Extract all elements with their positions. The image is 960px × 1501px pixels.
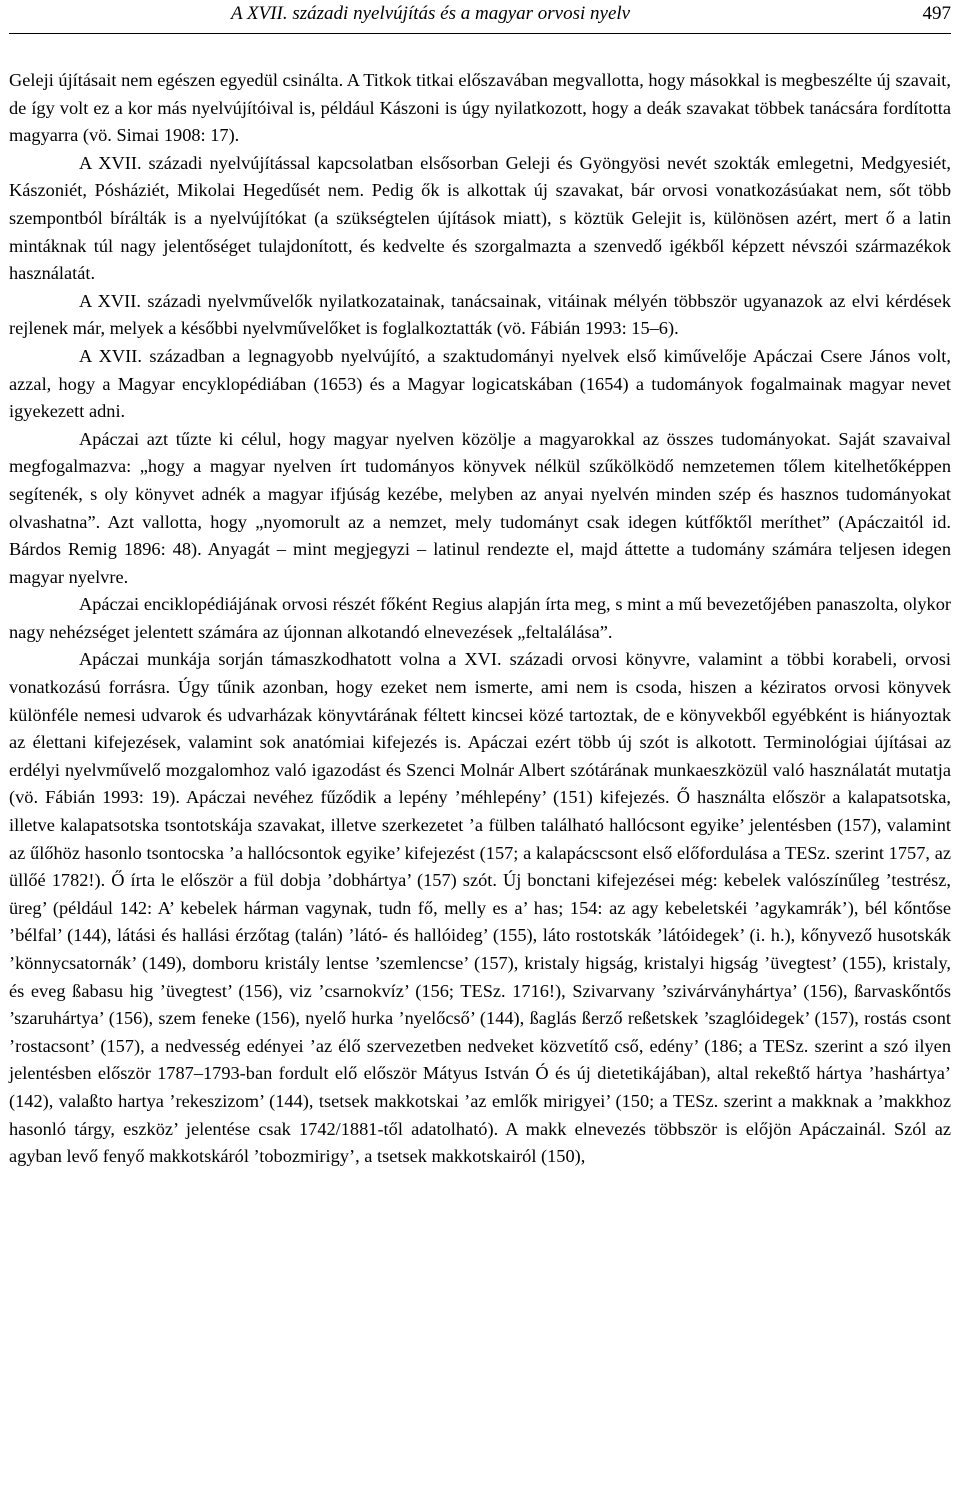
paragraph: A XVII. században a legnagyobb nyelvújító, a szaktudományi nyelvek első kiművelője Apáczai Csere János volt, azzal, hogy a Magyar encyklopédiában (1653) és a Magyar logicatskában (1654) a tudományok fogalmainak magyar nevet igyekezett adni. — [9, 345, 951, 422]
running-head — [9, 0, 951, 42]
page-number: 497 — [922, 3, 951, 24]
paragraph: Apáczai azt tűzte ki célul, hogy magyar nyelven közölje a magyarokkal az összes tudományokat. Saját szavaival megfogalmazva: „hogy a magyar nyelven írt tudományos könyvek nélkül szűkölködő nemzetemen tőlem kitelhetőképpen segítenék, s oly könyvet adnék a magyar ifjúság kezébe, melyben az anyai nyelvén minden szép és hasznos tudományokat olvashatna”. Azt vallotta, hogy „nyomorult az a nemzet, mely tudományt csak idegen kútfőktől meríthet” (Apáczaitól id. Bárdos Remig 1896: 48). Anyagát – mint megjegyzi – latinul rendezte el, majd áttette a tudomány számára teljesen idegen magyar nyelvre. — [9, 428, 951, 587]
paragraph: Geleji újításait nem egészen egyedül csinálta. A Titkok titkai előszavában megvallotta, hogy másokkal is megbeszélte új szavait, de így volt ez a kor más nyelvújítóival is, például Kászoni is úgy nyilatkozott, hogy a deák szavakat többek tanácsára fordította magyarra (vö. Simai 1908: 17). — [9, 70, 951, 146]
header-rule — [9, 33, 951, 34]
paragraph: Apáczai munkája sorján támaszkodhatott volna a XVI. századi orvosi könyvre, valamint a többi korabeli, orvosi vonatkozású forrásra. Úgy tűnik azonban, hogy ezeket nem ismerte, ami nem is csoda, hiszen a kéziratos orvosi könyvek különféle nemesi udvarok és udvarházak könyvtárának féltett kincsei közé tartoztak, de e könyvekből egyébként is hiányoztak az élettani kifejezések, valamint sok anatómiai kifejezés is. Apáczai ezért több új szót is alkotott. Terminológiai újításai az erdélyi nyelvművelő mozgalomhoz való igazodást és Szenci Molnár Albert szótárának munkaeszközül való használatát mutatja (vö. Fábián 1993: 19). Apáczai nevéhez fűződik a lepény ’méhlepény’ (151) kifejezés. Ő használta először a kalapatsotska, illetve kalapatsotska tsontotskája szavakat, illetve szerkezetet ’a fülben található hallócsont egyike’ jelentésben (157), valamint az űlőhöz hasonlo tsontocska ’a hallócsontok egyike’ kifejezést (157; a kalapácscsont első előfordulása a TESz. szerint 1757, az üllőé 1782!). Ő írta le először a fül dobja ’dobhártya’ (157) szót. Új bonctani kifejezései még: kebelek valószínűleg ’testrész, üreg’ (például 142: A’ kebelek hárman vagynak, tudn fő, melly es a’ has; 154: az agy kebeletskéi ’agykamrák’), bél kőntőse ’bélfal’ (144), látási és hallási érzőtag (talán) ’látó- és hallóideg’ (155), láto rostotskák ’látóidegek’ (i. h.), kőnyvező husotskák ’könnycsatornák’ (149), domboru kristály lentse ’szemlencse’ (157), kristaly higság, kristalyi higság ’üvegtest’ (155), kristaly, és eveg ßabasu hig ’üvegtest’ (156), viz ’csarnokvíz’ (156; TESz. 1716!), Szivarvany ’szivárványhártya’ (156), ßarvaskőntős ’szaruhártya’ (156), szem feneke (156), nyelő hurka ’nyelőcső’ (144), ßaglás ßerző reßetskek ’szaglóidegek’ (157), rostás csont ’rostacsont’ (157), a nedvesség edényei ’az élő szervezetben nedveket közvetítő cső, edény’ (186; a TESz. szerint a szó ilyen jelentésben először 1787–1793-ban fordult elő először Mátyus István Ó és új dietetikájában), altal rekeßtő hártya ’hashártya’ (142), valaßto hartya ’rekeszizom’ (144), tsetsek makkotskai ’az emlők mirigyei’ (150; a TESz. szerint a makknak a ’makkhoz hasonló tárgy, eszköz’ jelentése csak 1742/1881-től adatolható). A makk elnevezés többször is előjön Apáczainál. Szól az agyban levő fenyő makkotskáról ’tobozmirigy’, a tsetsek makkotskairól (150), — [9, 649, 951, 1167]
paragraph: Apáczai enciklopédiájának orvosi részét főként Regius alapján írta meg, s mint a mű bevezetőjében panaszolta, olykor nagy nehézséget jelentett számára az újonnan alkotandó elnevezések „feltalálása”. — [9, 594, 951, 642]
body-text — [9, 67, 951, 1171]
paragraph: A XVII. századi nyelvújítással kapcsolatban elsősorban Geleji és Gyöngyösi nevét szokták emlegetni, Medgyesiét, Kászoniét, Pósháziét, Mikolai Hegedűsét nem. Pedig ők is alkottak új szavakat, bár orvosi vonatkozásúakat nem, sőt több szempontból bírálták is a nyelvújítókat (a szükségtelen újítások miatt), s köztük Gelejit is, különösen azért, mert ő a latin mintáknak túl nagy jelentőséget tulajdonított, és kedvelte és szorgalmazta a szenvedő igékből képzett névszói származékok használatát. — [9, 152, 951, 284]
paragraph: A XVII. századi nyelvművelők nyilatkozatainak, tanácsainak, vitáinak mélyén többször ugyanazok az elvi kérdések rejlenek már, melyek a későbbi nyelvművelőket is foglalkoztatták (vö. Fábián 1993: 15–6). — [9, 290, 951, 339]
page — [9, 0, 951, 1171]
running-title: A XVII. századi nyelvújítás és a magyar orvosi nyelv — [231, 3, 631, 24]
